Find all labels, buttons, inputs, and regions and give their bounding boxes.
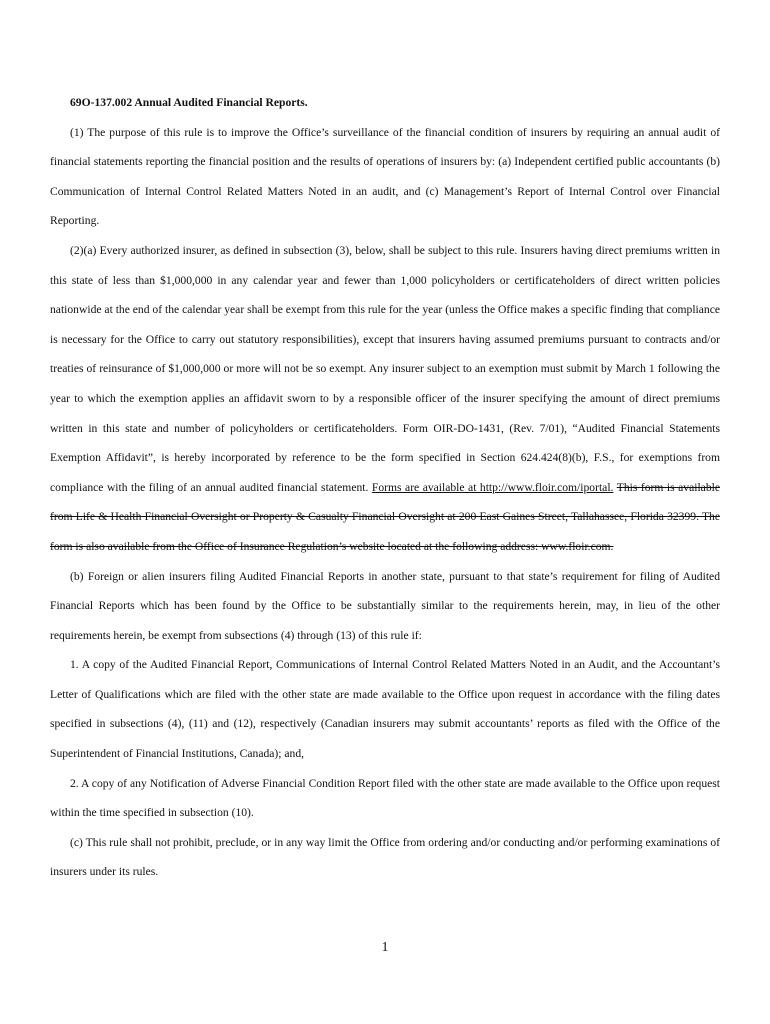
page-number: 1 [381,940,389,955]
document-body [50,88,720,887]
paragraph-2a-text: (2)(a) Every authorized insurer, as defined in subsection (3), below, shall be subject to this rule. Insurers having direct premiums written in this state of less than $1,000,000 in any calendar year and fewer than 1,000 policyholders or certificateholders of direct written policies nationwide at the end of the calendar year shall be exempt from this rule for the year (unless the Office makes a specific finding that compliance is necessary for the Office to carry out statutory responsibilities), except that insurers having assumed premiums pursuant to contracts and/or treaties of reinsurance of $1,000,000 or more will not be so exempt. Any insurer subject to an exemption must submit by March 1 following the year to which the exemption applies an affidavit sworn to by a responsible officer of the insurer specifying the amount of direct premiums written in this state and number of policyholders or certificateholders. Form OIR-DO-1431, (Rev. 7/01), “Audited Financial Statements Exemption Affidavit”, is hereby incorporated by reference to be the form specified in Section 624.424(8)(b), F.S., for exemptions from compliance with the filing of an annual audited financial statement. [50,243,720,494]
paragraph-2c: (c) This rule shall not prohibit, preclude, or in any way limit the Office from ordering and/or conducting and/or performing examinations of insurers under its rules. [50,835,720,879]
paragraph-2a [50,236,720,562]
list-item-1: 1. A copy of the Audited Financial Report, Communications of Internal Control Related Matters Noted in an Audit, and the Accountant’s Letter of Qualifications which are filed with the other state are made available to the Office upon request in accordance with the filing dates specified in subsections (4), (11) and (12), respectively (Canadian insurers may submit accountants’ reports as filed with the Office of the Superintendent of Financial Institutions, Canada); and, [50,658,720,761]
list-item-2: 2. A copy of any Notification of Adverse Financial Condition Report filed with the other state are made available to the Office upon request within the time specified in subsection (10). [50,776,720,820]
paragraph-purpose: (1) The purpose of this rule is to improve the Office’s surveillance of the financial condition of insurers by requiring an annual audit of financial statements reporting the financial position and the results of operations of insurers by: (a) Independent certified public accountants (b) Communication of Internal Control Related Matters Noted in an audit, and (c) Management’s Report of Internal Control over Financial Reporting. [50,125,720,228]
rule-heading: 69O-137.002 Annual Audited Financial Reports. [70,96,308,109]
paragraph-2b: (b) Foreign or alien insurers filing Audited Financial Reports in another state, pursuant to that state’s requirement for filing of Audited Financial Reports which has been found by the Office to be substantially similar to the requirements herein, may, in lieu of the other requirements herein, be exempt from subsections (4) through (13) of this rule if: [50,569,720,642]
deleted-text-form-availability: This form is available from Life & Health Financial Oversight or Property & Casualty Financial Oversight at 200 East Gaines Street, Tallahassee, Florida 32399. The form is also available from the Office of Insurance Regulation’s website located at the following address: www.floir.com. [50,480,720,553]
added-text-forms-link: Forms are available at http://www.floir.com/iportal. [371,480,614,494]
